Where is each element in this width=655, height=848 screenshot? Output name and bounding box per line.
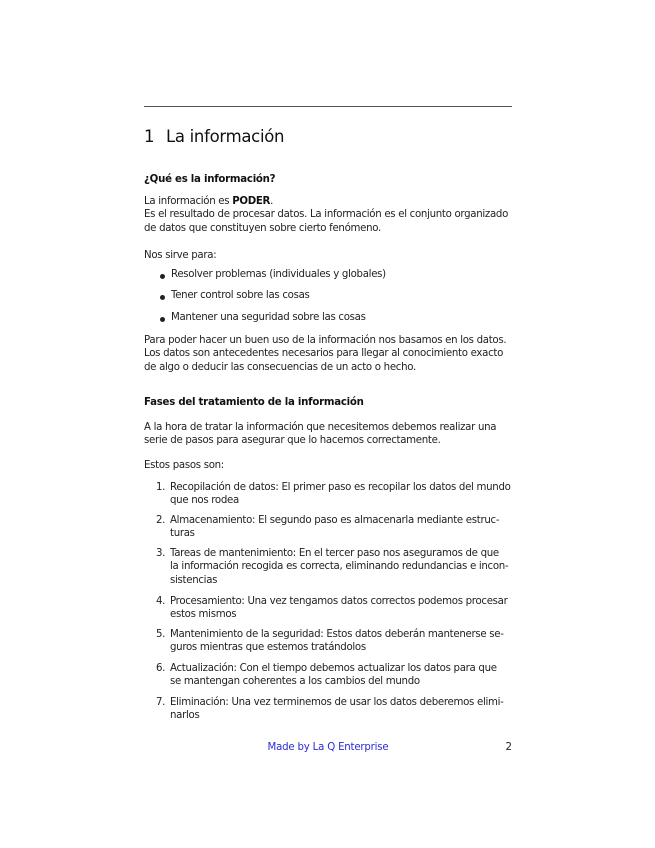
list-item-text: Tener control sobre las cosas bbox=[171, 290, 310, 301]
paragraph-line: Los datos son antecedentes necesarios para llegar al conocimiento exacto bbox=[144, 348, 504, 360]
step-text bbox=[170, 595, 512, 622]
step-line: Tareas de mantenimiento: En el tercer paso nos aseguramos de que bbox=[170, 548, 499, 559]
step-line: turas bbox=[170, 528, 195, 540]
step-line: Mantenimiento de la seguridad: Estos datos deberán mantenerse se- bbox=[170, 629, 504, 640]
step-line: la información recogida es correcta, eliminando redundancias e incon- bbox=[170, 561, 509, 573]
step-line: Recopilación de datos: El primer paso es recopilar los datos del mundo bbox=[170, 482, 511, 493]
step-line: se mantengan coherentes a los cambios del mundo bbox=[170, 676, 420, 688]
step-number: 2. bbox=[156, 515, 166, 526]
header-rule bbox=[144, 106, 512, 107]
section-title-text: La información bbox=[166, 127, 285, 146]
step-line: guros mientras que estemos tratándolos bbox=[170, 642, 366, 654]
step-line: sistencias bbox=[170, 574, 218, 586]
paragraph-line: de algo o deducir las consecuencias de un acto o hecho. bbox=[144, 361, 416, 373]
list-item-text: Resolver problemas (individuales y globales) bbox=[171, 269, 386, 280]
info-intro-line bbox=[144, 195, 512, 208]
phases-steps-intro-text: Estos pasos son: bbox=[144, 460, 224, 471]
step-text bbox=[170, 696, 512, 723]
step-text bbox=[170, 662, 512, 689]
info-intro-paragraph bbox=[144, 195, 512, 235]
step-line: narlos bbox=[170, 710, 200, 722]
paragraph-line: A la hora de tratar la información que necesitemos debemos realizar una bbox=[144, 422, 497, 433]
step-line: Actualización: Con el tiempo debemos actualizar los datos para que bbox=[170, 663, 497, 674]
step-line: que nos rodea bbox=[170, 495, 239, 507]
info-intro-prefix: La información es bbox=[144, 196, 233, 207]
step-text bbox=[170, 628, 512, 655]
step-text bbox=[170, 547, 512, 587]
step-line: Almacenamiento: El segundo paso es almacenarla mediante estruc- bbox=[170, 515, 500, 526]
step-number: 1. bbox=[156, 482, 166, 493]
info-definition-line: Es el resultado de procesar datos. La información es el conjunto organizado bbox=[144, 209, 509, 221]
info-intro-emphasis: PODER bbox=[232, 196, 271, 207]
step-number: 7. bbox=[156, 697, 166, 708]
phases-intro-paragraph bbox=[144, 421, 512, 448]
list-item-text: Mantener una seguridad sobre las cosas bbox=[171, 312, 366, 323]
section-number: 1 bbox=[144, 127, 155, 146]
phases-heading: Fases del tratamiento de la información bbox=[144, 397, 364, 408]
step-number: 3. bbox=[156, 548, 166, 559]
step-text bbox=[170, 481, 512, 508]
phases-steps-intro bbox=[144, 459, 512, 472]
step-line: estos mismos bbox=[170, 609, 237, 621]
step-text bbox=[170, 514, 512, 541]
bullet-icon bbox=[160, 317, 165, 322]
paragraph-line: Para poder hacer un buen uso de la información nos basamos en los datos. bbox=[144, 335, 507, 346]
info-uses-intro-text: Nos sirve para: bbox=[144, 250, 217, 261]
bullet-icon bbox=[160, 274, 165, 279]
paragraph-line: serie de pasos para asegurar que lo hacemos correctamente. bbox=[144, 435, 441, 447]
step-number: 4. bbox=[156, 596, 166, 607]
info-definition-line: de datos que constituyen sobre cierto fenómeno. bbox=[144, 222, 381, 234]
footer-credit: Made by La Q Enterprise bbox=[267, 742, 389, 753]
step-number: 5. bbox=[156, 629, 166, 640]
step-line: Procesamiento: Una vez tengamos datos correctos podemos procesar bbox=[170, 596, 508, 607]
info-intro-suffix: . bbox=[270, 196, 274, 207]
step-number: 6. bbox=[156, 663, 166, 674]
page-number: 2 bbox=[505, 742, 512, 753]
info-uses-intro bbox=[144, 249, 512, 262]
bullet-icon bbox=[160, 295, 165, 300]
info-closing-paragraph bbox=[144, 334, 512, 374]
step-line: Eliminación: Una vez terminemos de usar los datos deberemos elimi- bbox=[170, 697, 504, 708]
section-title bbox=[144, 127, 284, 146]
info-heading: ¿Qué es la información? bbox=[144, 174, 276, 185]
